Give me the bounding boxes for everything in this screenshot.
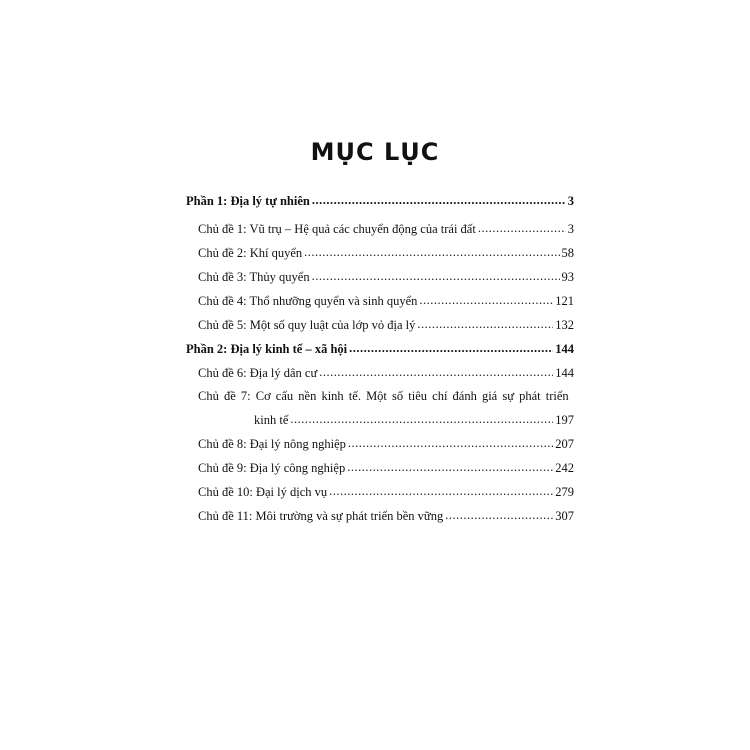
page-title: MỤC LỤC	[310, 138, 440, 166]
toc-page-number: 3	[567, 222, 574, 236]
toc-leader-dots	[419, 290, 553, 310]
toc-topic-1	[198, 219, 574, 239]
toc-leader-dots	[290, 409, 553, 429]
toc-topic-label: Chủ đề 5: Một số quy luật của lớp vỏ địa lý	[198, 318, 416, 332]
toc-page-number: 93	[561, 270, 574, 284]
toc-part-label: Phần 1: Địa lý tự nhiên	[186, 194, 310, 208]
toc-part-label: Phần 2: Địa lý kinh tế – xã hội	[186, 342, 348, 356]
toc-leader-dots	[312, 190, 566, 210]
toc-topic-label: Chủ đề 10: Đại lý dịch vụ	[198, 485, 328, 499]
toc-topic-label: Chủ đề 8: Đại lý nông nghiệp	[198, 437, 346, 451]
toc-page-number: 242	[555, 461, 574, 475]
toc-topic-label: Chủ đề 7: Cơ cấu nền kinh tế. Một số tiêu chí đánh giá sự phát triển	[198, 389, 569, 403]
toc-topic-label: Chủ đề 1: Vũ trụ – Hệ quả các chuyển động của trái đất	[198, 222, 476, 236]
toc-leader-dots	[319, 362, 553, 382]
toc-page-number: 132	[555, 318, 574, 332]
toc-leader-dots	[417, 314, 553, 334]
toc-topic-7-continuation	[254, 410, 574, 430]
toc-topic-7	[198, 386, 574, 406]
toc-page-number: 121	[555, 294, 574, 308]
toc-topic-11	[198, 506, 574, 526]
toc-page-number: 279	[555, 485, 574, 499]
toc-topic-3	[198, 267, 574, 287]
toc-leader-dots	[349, 338, 553, 358]
toc-page-number: 197	[555, 413, 574, 427]
toc-topic-10	[198, 482, 574, 502]
toc-topic-4	[198, 291, 574, 311]
toc-page-number: 58	[561, 246, 574, 260]
toc-page-number: 3	[567, 194, 574, 208]
toc-topic-label: Chủ đề 9: Địa lý công nghiệp	[198, 461, 346, 475]
toc-page-number: 144	[555, 342, 574, 356]
toc-page-number: 207	[555, 437, 574, 451]
toc-page-number: 307	[555, 509, 574, 523]
toc-leader-dots	[347, 457, 553, 477]
toc-leader-dots	[312, 266, 560, 286]
toc-topic-label: Chủ đề 3: Thủy quyển	[198, 270, 310, 284]
toc-topic-label: Chủ đề 4: Thổ nhưỡng quyển và sinh quyển	[198, 294, 418, 308]
toc-topic-5	[198, 315, 574, 335]
toc-page-number: 144	[555, 366, 574, 380]
toc-topic-9	[198, 458, 574, 478]
toc-topic-continuation-label: kinh tế	[254, 413, 289, 427]
toc-leader-dots	[348, 433, 553, 453]
toc-leader-dots	[304, 242, 559, 262]
toc-topic-label: Chủ đề 6: Địa lý dân cư	[198, 366, 318, 380]
toc-topic-2	[198, 243, 574, 263]
toc-part-1	[186, 191, 574, 211]
toc-topic-8	[198, 434, 574, 454]
toc-part-2	[186, 339, 574, 359]
toc-leader-dots	[445, 505, 553, 525]
toc-topic-label: Chủ đề 2: Khí quyển	[198, 246, 303, 260]
toc-topic-6	[198, 363, 574, 383]
toc-leader-dots	[478, 218, 566, 238]
toc-topic-label: Chủ đề 11: Môi trường và sự phát triển bền vững	[198, 509, 444, 523]
toc-leader-dots	[329, 481, 553, 501]
